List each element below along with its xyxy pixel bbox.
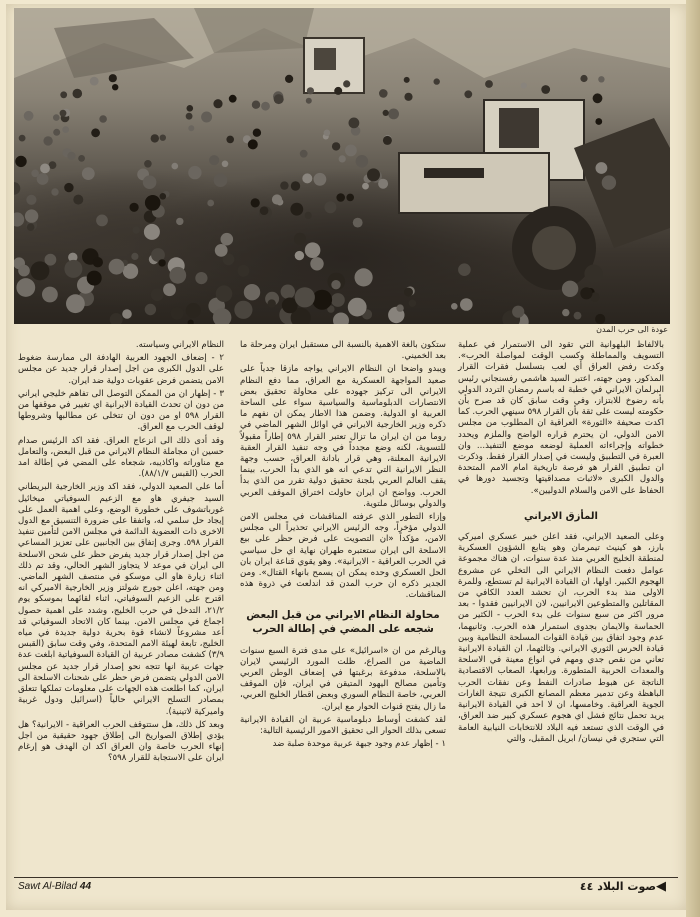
crowd-head <box>145 304 156 315</box>
footer-latin <box>18 881 91 892</box>
page-edge <box>686 0 700 917</box>
crowd-head <box>593 93 603 103</box>
crowd-head <box>15 156 26 167</box>
crowd-head <box>285 75 293 83</box>
paragraph: أما على الصعيد الدولي، فقد اكد وزير الخارجية البريطاني السيد جيفري هاو مع الزعيم السوفياتي ميخائيل غورباتشوف على خطورة الوضع، وعلى اهمية العمل على إيجاد حل سلمي له، واتفقا على ضرورة التنسيق مع الدول الاخرى ذات العضوية الدائمة في مجلس الامن لتأمين تنفيذ القرار ٥٩٨. وجرى إتفاق بين الجانبين على تعزيز المساعي من اجل إصدار قرار جديد يفرض حظر على شحن الاسلحة الى ايران في موعد لا يتجاوز الشهر الحالي، وقد تم ذلك اثناء زيارة هاو الى موسكو في منتصف الشهر الماضي. ومن جهته، اعلن جورج شولتز وزير الخارجية الاميركي انه اقترح على الزعيم السوفياتي، اثناء لقائهما بموسكو يوم ٢١/٢، التدخل في حرب الخليج، وشدد على اهمية حصول اجماع في مجلس الامن. بينما كان الاتحاد السوفياتي قد أعد مشروعاً لانشاء قوة بحرية دولية جديدة في مياه الخليج، تابعة لهيئة الامم المتحدة، وفي وقت سابق (القبس ٣/٩) كشفت مصادر عربية ان القيادة السوفياتية ابلغت عدة جهات عربية انها تتجه نحو إصدار قرار جديد عن مجلس الامن الدولي يتضمن فرض حظر على شحنات الاسلحة الى ايران، كما اطلعت هذه الجهات على معلومات تملكها تتعلق بمصادر التسلح الايراني حالياً (اسرائيل ودول غربية واميركية لاتينية). <box>18 482 224 717</box>
crowd-head <box>214 173 228 187</box>
crowd-head <box>216 285 233 302</box>
crowd-head <box>378 179 388 189</box>
crowd-head <box>379 89 388 98</box>
crowd-head <box>43 136 52 145</box>
crowd-head <box>160 193 167 200</box>
crowd-head <box>272 194 282 204</box>
crowd-head <box>305 242 321 258</box>
crowd-head <box>596 162 608 174</box>
crowd-head <box>110 313 123 324</box>
crowd-head <box>244 284 260 300</box>
crowd-head <box>16 278 35 297</box>
crowd-head <box>14 212 24 226</box>
crowd-head <box>67 152 75 160</box>
crowd-head <box>458 263 471 276</box>
crowd-head <box>151 288 164 301</box>
crowd-head <box>14 182 20 195</box>
crowd-head <box>574 312 582 320</box>
crowd-head <box>464 90 472 98</box>
crowd-head <box>295 251 304 260</box>
crowd-head <box>130 203 139 212</box>
crowd-head <box>82 167 95 180</box>
page-number-latin: 44 <box>79 881 92 892</box>
section-heading: المأزق الايراني <box>524 510 598 522</box>
crowd-head <box>331 293 345 307</box>
crowd-head <box>30 261 49 280</box>
crowd-head <box>66 294 85 313</box>
crowd-head <box>332 142 340 150</box>
crowd-head <box>73 195 83 205</box>
paragraph: وعلى الصعيد الايراني، فقد اعلن خبير عسكري اميركي بارز، هو كينيث تيمرمان وهو يتابع الشؤون العسكرية لمنطقة الخليج العربي منذ عدة سنوات، ان هناك مجموعة عوامل دفعت النظام الايراني الى التخلي عن مشروع الهجوم الكبير. اولها، ان القيادة الايرانية لم تستطع، وللمرة الاولى منذ بدء الحرب، ان تحشد العدد الكافي من المقاتلين والمتطوعين الايرانيين، لان الايرانيين فقدوا - بعد مرور اكثر من سبع سنوات على بدء الحرب - الكثير من الحماسة والايمان بجدوى استمرار هذه الحرب. وثانيهما، عدم وجود اتفاق بين قيادة القوات المسلحة النظامية وبين قيادة الحرس الثوري الايراني. وثالثهما، ان القيادة الايرانية تعاني من نقص جدي ومهم في انواع معينة في الاسلحة والمعدات الحربية المتطورة. ورابعها، الصعاب الاقتصادية الناتجة عن هبوط صادرات النفط وعن نفقات الحرب الباهظة وعن تدمير معظم المصانع الكبرى نتيجة الغارات الجوية العراقية. وخامسها، ان لا احد في القيادة الايرانية يريد تحمل نتائج فشل اي هجوم عسكري كبير ضد العراق، في الوقت الذي تستعد فيه البلاد للانتخابات النيابية العامة التي ستجري في نيسان/ ابريل المقبل، والتي <box>458 532 664 744</box>
crowd-head <box>253 129 261 137</box>
crowd-head <box>434 78 440 84</box>
crowd-head <box>60 91 67 98</box>
photo-illustration <box>14 8 670 324</box>
paragraph: ١ - إظهار عدم وجود جبهة عربية موحدة صلبة ضد <box>272 739 446 750</box>
page-number-arabic: ٤٤ <box>579 880 594 893</box>
crowd-head <box>353 218 363 228</box>
crowd-head <box>215 244 228 257</box>
crowd-head <box>169 267 186 284</box>
crowd-head <box>237 265 249 277</box>
crowd-head <box>53 129 60 136</box>
crowd-head <box>383 110 389 116</box>
crowd-head <box>404 93 412 101</box>
crowd-head <box>274 94 284 104</box>
crowd-head <box>234 301 252 319</box>
crowd-head <box>64 183 73 192</box>
crowd-head <box>160 135 166 141</box>
paragraph: وبالرغم من ان «اسرائيل» على مدى فترة السبع سنوات الماضية من الصراع، ظلت المورد الرئيسي لايران بالاسلحة، مدفوعة برغبتها في إضعاف الوطن العربي وتأمين مصالح اليهود المتيقن في ايران، فإن الموقف العربي، خاصة النظام السوري وبعض اقطار الخليج العربي، ما زال يفتح قنوات الحوار مع ايران. <box>240 645 446 712</box>
crowd-head <box>280 181 288 189</box>
crowd-head <box>109 74 117 82</box>
crowd-head <box>356 155 369 168</box>
crowd-head <box>290 203 303 216</box>
crowd-head <box>409 300 416 307</box>
crowd-head <box>595 118 602 125</box>
crowd-head <box>336 193 345 202</box>
crowd-head <box>131 253 138 260</box>
column-middle <box>240 340 446 753</box>
crowd-head <box>186 113 193 120</box>
crowd-head <box>485 80 493 88</box>
crowd-head <box>355 268 373 286</box>
paragraph: وبعد كل ذلك، هل ستتوقف الحرب العراقية - الايرانية؟ هل يؤدي إطلاق الصواريخ الى إطلاق جهود حقيقية من اجل إنهاء الحرب خاصة وان العراق اكد ان الهدف هو إرغام ايران على الاستجابة للقرار ٥٩٨؟ <box>18 719 224 764</box>
crowd-head <box>144 224 160 240</box>
crowd-head <box>261 102 270 111</box>
crowd-head <box>306 98 312 104</box>
paragraph: ٣ - إظهار ان من الممكن التوصل الى تفاهم خليجي ايراني من دون ان تحدث القيادة الايرانية اي تغيير في موقفها من القرار ٥٩٨ او من دون ان تتخلى عن مطالبها وشروطها لوقف الحرب مع العراق. <box>18 388 224 433</box>
crowd-head <box>248 139 258 149</box>
paragraph: النظام الايراني وسياسته. <box>135 340 224 350</box>
crowd-head <box>93 257 103 267</box>
crowd-head <box>310 257 323 270</box>
crowd-head <box>133 226 140 233</box>
crowd-head <box>307 87 314 94</box>
crowd-head <box>324 201 336 213</box>
crowd-head <box>348 298 367 317</box>
crowd-head <box>251 198 260 207</box>
crowd-head <box>172 163 179 170</box>
crowd-head <box>53 114 60 121</box>
crowd-head <box>221 233 234 246</box>
crowd-head <box>87 271 102 286</box>
crowd-head <box>291 181 300 190</box>
crowd-head <box>99 115 107 123</box>
crowd-head <box>158 259 165 266</box>
crowd-head <box>302 173 312 183</box>
paragraph: وقد أدى ذلك الى انزعاج العراق. فقد اكد الرئيس صدام حسين ان مجاملة النظام الايراني من قبل البعض، والتعامل مع مناوراته واكاذيبه، شجعاه على المضي في إطالة امد الحرب (القبس ٨٨/١/٧). <box>18 435 224 480</box>
crowd-head <box>91 128 100 137</box>
crowd-head <box>349 118 360 129</box>
crowd-head <box>584 265 602 283</box>
crowd-head <box>562 281 578 297</box>
pull-quote-headline: محاولة النظام الايراني من قبل البعض شجعه على المضي في إطالة الحرب <box>246 608 440 635</box>
crowd-head <box>144 160 152 168</box>
crowd-head <box>188 125 194 131</box>
crowd-head <box>334 87 342 95</box>
crowd-head <box>186 303 201 318</box>
crowd-head <box>260 206 269 215</box>
crowd-head <box>143 175 157 189</box>
paragraph: بالالفاظ البلهوانية التي تقود الى الاستمرار في عملية التسويف والمماطلة وكسب الوقت لمواصلة الحرب». وكدت رفض العراق أي لعب بتسلسل فقرات القرار المذكور. ومن جهته، اعتبر السيد هاشمي رفسنجاني رئيس البرلمان الايراني في خطبة له باسم رمضان التردد الدولي بأنه رضوخ للابتزاز، وفي وقت سابق كان قد صرح بأن حكومته ليست على ثقة بأن القرار ٥٩٨ سينهي الحرب. كما اكدت صحيفة «الثورة» العراقية ان المطلوب من مجلس الامن الدولي، ان يحترم قراره الواضح والملزم ويحدد خطواته وإجراءاته العملية لوضعه موضع التنفيذ... وان العبرة في التطبيق وليست في إصدار القرار فقط. وذكرت ان تطبيق القرار هو فرصة تاريخية امام الامم المتحدة والدول الكبرى «لاثبات مصداقيتها وتجسيد دورها في الحفاظ على الامن والسلام الدوليين». <box>458 340 664 496</box>
crowd-head <box>595 314 605 324</box>
footer-arabic <box>580 880 656 893</box>
crowd-head <box>26 195 36 205</box>
crowd-head <box>209 155 219 165</box>
crowd-head <box>73 89 83 99</box>
crowd-head <box>188 166 201 179</box>
crowd-head <box>281 285 295 299</box>
crowd-head <box>64 260 82 278</box>
crowd-head <box>362 183 369 190</box>
crowd-head <box>333 313 349 325</box>
crowd-head <box>312 290 332 310</box>
crowd-head <box>188 320 194 324</box>
crowd-head <box>396 304 403 311</box>
crowd-head <box>512 306 524 318</box>
crowd-head <box>96 215 108 227</box>
crowd-head <box>151 134 159 142</box>
crowd-head <box>295 287 315 307</box>
column-left <box>18 340 224 767</box>
crowd-head <box>229 95 237 103</box>
crowd-head <box>176 218 183 225</box>
paragraph: وإزاء التطور الذي عرفته المناقشات في مجلس الامن الدولي مؤخراً، وجه الرئيس الايراني تحذيراً الى مجلس الامن، مؤكداً «ان التصويت على فرض حظر على بيع الاسلحة الى ايران ستعتبره طهران نهاية اي حل سياسي في الحرب العراقية - الايرانية». وهو يقوي قناعة ايران بان الحل العسكري وحده يمكن ان يسمح بانهاء القتال». ومن الجدير ذكره ان حرب المدن قد اندلعت في ذروة هذه المناقشات. <box>240 512 446 601</box>
crowd-head <box>541 85 550 94</box>
crowd-head <box>314 173 327 186</box>
crowd-head <box>42 287 58 303</box>
crowd-head <box>346 194 354 202</box>
crowd-head <box>112 84 118 90</box>
crowd-head <box>383 136 392 145</box>
crowd-head <box>40 164 50 174</box>
crowd-head <box>580 75 587 82</box>
crowd-head <box>367 168 380 181</box>
crowd-head <box>343 80 350 87</box>
crowd-head <box>31 170 39 178</box>
crowd-head <box>252 101 260 109</box>
magazine-name-latin: Sawt Al-Bilad <box>18 881 78 892</box>
crowd-head <box>331 280 340 289</box>
crowd-head <box>45 254 57 266</box>
crowd-head <box>207 200 214 207</box>
paragraph: لقد كشفت أوساط دبلوماسية عربية ان القيادة الايرانية تسعى بذلك الحوار الى تحقيق الامور الرئيسية التالية: <box>240 714 446 737</box>
crowd-head <box>305 212 312 219</box>
crowd-head <box>388 109 399 120</box>
paragraph: ستكون بالغة الاهمية بالنسبة الى مستقبل ايران ومرحلة ما بعد الخميني. <box>240 340 446 362</box>
crowd-head <box>109 259 125 275</box>
crowd-head <box>60 110 67 117</box>
crowd-head <box>195 272 207 284</box>
crowd-head <box>404 288 413 297</box>
footer-rule <box>14 877 678 878</box>
crowd-head <box>294 233 306 245</box>
crowd-head <box>201 112 212 123</box>
crowd-head <box>171 307 184 320</box>
crowd-head <box>163 283 176 296</box>
magazine-name-arabic: صوت البلاد <box>597 880 656 893</box>
crowd-head <box>226 136 234 144</box>
crowd-head <box>122 309 132 319</box>
crowd-head <box>51 188 58 195</box>
crowd-head <box>300 150 308 158</box>
crowd-head <box>460 298 473 311</box>
crowd-head <box>18 265 30 277</box>
crowd-head <box>90 77 99 86</box>
crowd-head <box>268 299 276 307</box>
crowd-head <box>404 77 410 83</box>
crowd-head <box>598 76 604 82</box>
crowd-head <box>324 130 331 137</box>
crowd-head <box>562 309 569 316</box>
crowd-head <box>187 105 194 112</box>
crowd-head <box>451 303 458 310</box>
arrow-left-icon: ◀ <box>656 879 666 894</box>
crowd-head <box>602 175 616 189</box>
photo-caption: عودة الى حرب المدن <box>596 325 668 334</box>
paragraph: ويبدو واضحا ان النظام الايراني يواجه مازقا جدياً على صعيد المواجهة العسكرية مع العراق، مما دفع النظام الايراني الى تركيز جهوده على محاولة تحقيق بعض الانتصارات الدبلوماسية والسياسية سواء على الساحة العربية او الدولية. وضمن هذا الاطار يمكن ان نفهم ما ذكره وزير الخارجية الايراني في اوائل الشهر الماضي في روما من ان ايران ما تزال تعتبر القرار ٥٩٨ إطاراً مقبولاً للتسوية، لكنه وضع مجدداً في وجه تنفيذ القرار العقبة الايرانية المعلنة، وهي قرار بادانة العراق، حسب وجهة النظر الايرانية التي تدعي انه هو الذي بدأ الحرب، بينما يقف العالم العربي بلجنة تحقيق دولية تقرر من الذي بدأ الحرب. وواضح ان ايران حاولت اختراق الموقف العربي والدولي بوسائل ملتوية. <box>240 364 446 509</box>
crowd-head <box>27 223 35 231</box>
column-right <box>458 340 664 747</box>
crowd-head <box>580 287 592 299</box>
crowd-head <box>345 145 357 157</box>
war-photo <box>14 8 670 324</box>
crowd-head <box>145 195 161 211</box>
crowd-head <box>62 126 69 133</box>
paragraph: ٢ - إضعاف الجهود العربية الهادفة الى ممارسة ضغوط على الدول الكبرى من اجل إصدار قرار جديد عن مجلس الامن يتضمن فرض عقوبات دولية ضد ايران. <box>18 353 224 386</box>
crowd-head <box>25 209 38 222</box>
crowd-head <box>78 155 85 162</box>
crowd-head <box>24 111 34 121</box>
crowd-head <box>213 99 222 108</box>
crowd-head <box>19 135 26 142</box>
crowd-head <box>222 161 229 168</box>
crowd-head <box>521 83 527 89</box>
crowd-head <box>339 155 346 162</box>
